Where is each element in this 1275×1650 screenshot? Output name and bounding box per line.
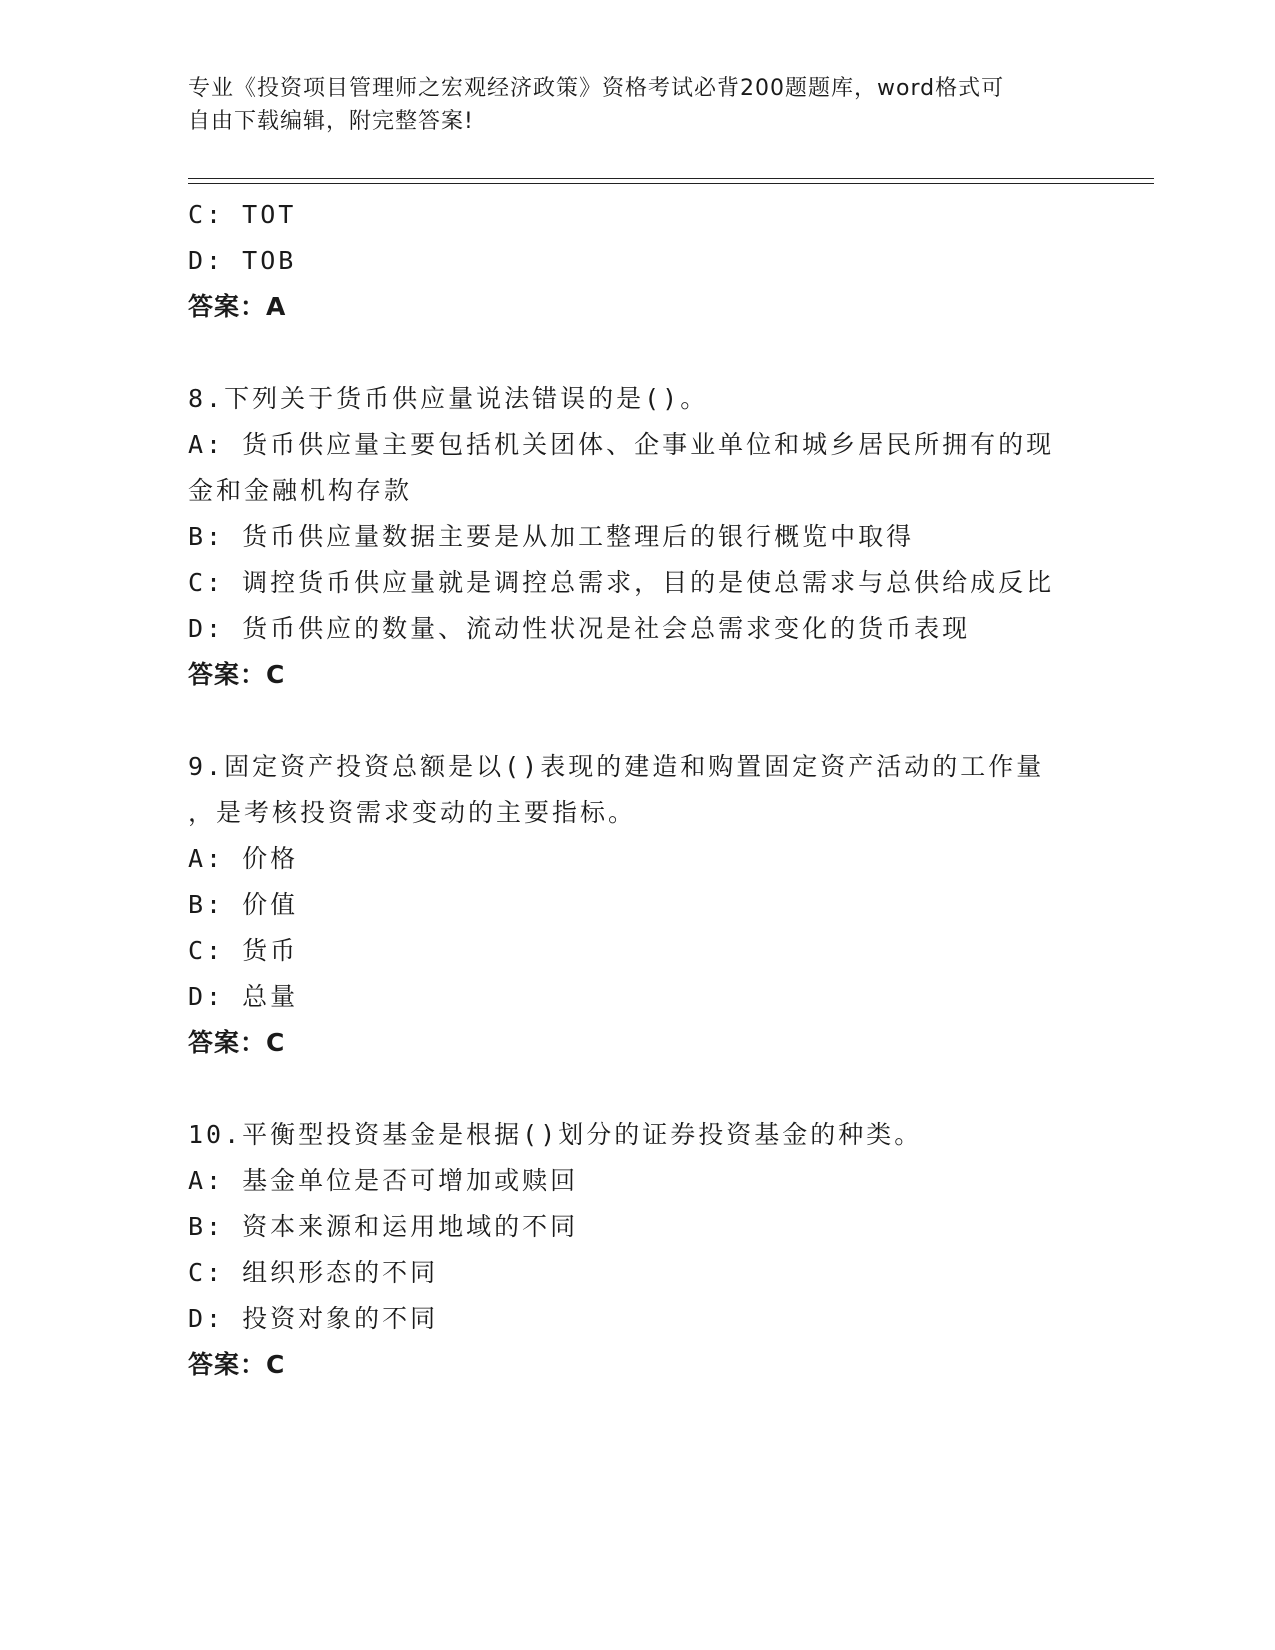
question-8 <box>188 376 1088 698</box>
spacer <box>188 330 1088 376</box>
header-line-2: 自由下载编辑，附完整答案! <box>188 109 474 134</box>
question-stem: 8.下列关于货币供应量说法错误的是()。 <box>188 384 709 413</box>
header-line-1: 专业《投资项目管理师之宏观经济政策》资格考试必背200题题库，word格式可 <box>188 76 1005 101</box>
document-header <box>188 72 1068 138</box>
spacer <box>188 698 1088 744</box>
question-list <box>188 192 1088 1388</box>
question-stem: 10.平衡型投资基金是根据()划分的证券投资基金的种类。 <box>188 1120 923 1149</box>
option-d: D: 总量 <box>188 982 299 1011</box>
question-9 <box>188 744 1088 1066</box>
answer-line: 答案：C <box>188 1028 286 1057</box>
option-c: C: 货币 <box>188 936 299 965</box>
option-d: D: 投资对象的不同 <box>188 1304 439 1333</box>
option-c: C: TOT <box>188 200 297 229</box>
option-a: A: 基金单位是否可增加或赎回 <box>188 1166 579 1195</box>
question-10 <box>188 1112 1088 1388</box>
option-c: C: 调控货币供应量就是调控总需求，目的是使总需求与总供给成反比 <box>188 568 1055 597</box>
previous-question-tail <box>188 192 1088 330</box>
option-b: B: 货币供应量数据主要是从加工整理后的银行概览中取得 <box>188 522 915 551</box>
header-rule-top <box>188 178 1154 179</box>
answer-line: 答案：C <box>188 1350 286 1379</box>
answer-line: 答案：C <box>188 660 286 689</box>
header-rule-bottom <box>188 183 1154 184</box>
option-c: C: 组织形态的不同 <box>188 1258 439 1287</box>
option-a: A: 货币供应量主要包括机关团体、企事业单位和城乡居民所拥有的现 <box>188 430 1055 459</box>
option-a: A: 价格 <box>188 844 299 873</box>
option-d: D: 货币供应的数量、流动性状况是社会总需求变化的货币表现 <box>188 614 971 643</box>
answer-line: 答案：A <box>188 292 287 321</box>
question-stem: 9.固定资产投资总额是以()表现的建造和购置固定资产活动的工作量 <box>188 752 1045 781</box>
spacer <box>188 1066 1088 1112</box>
option-d: D: TOB <box>188 246 297 275</box>
option-a-continued: 金和金融机构存款 <box>188 476 413 505</box>
question-stem-continued: ，是考核投资需求变动的主要指标。 <box>188 798 637 827</box>
option-b: B: 价值 <box>188 890 299 919</box>
option-b: B: 资本来源和运用地域的不同 <box>188 1212 579 1241</box>
